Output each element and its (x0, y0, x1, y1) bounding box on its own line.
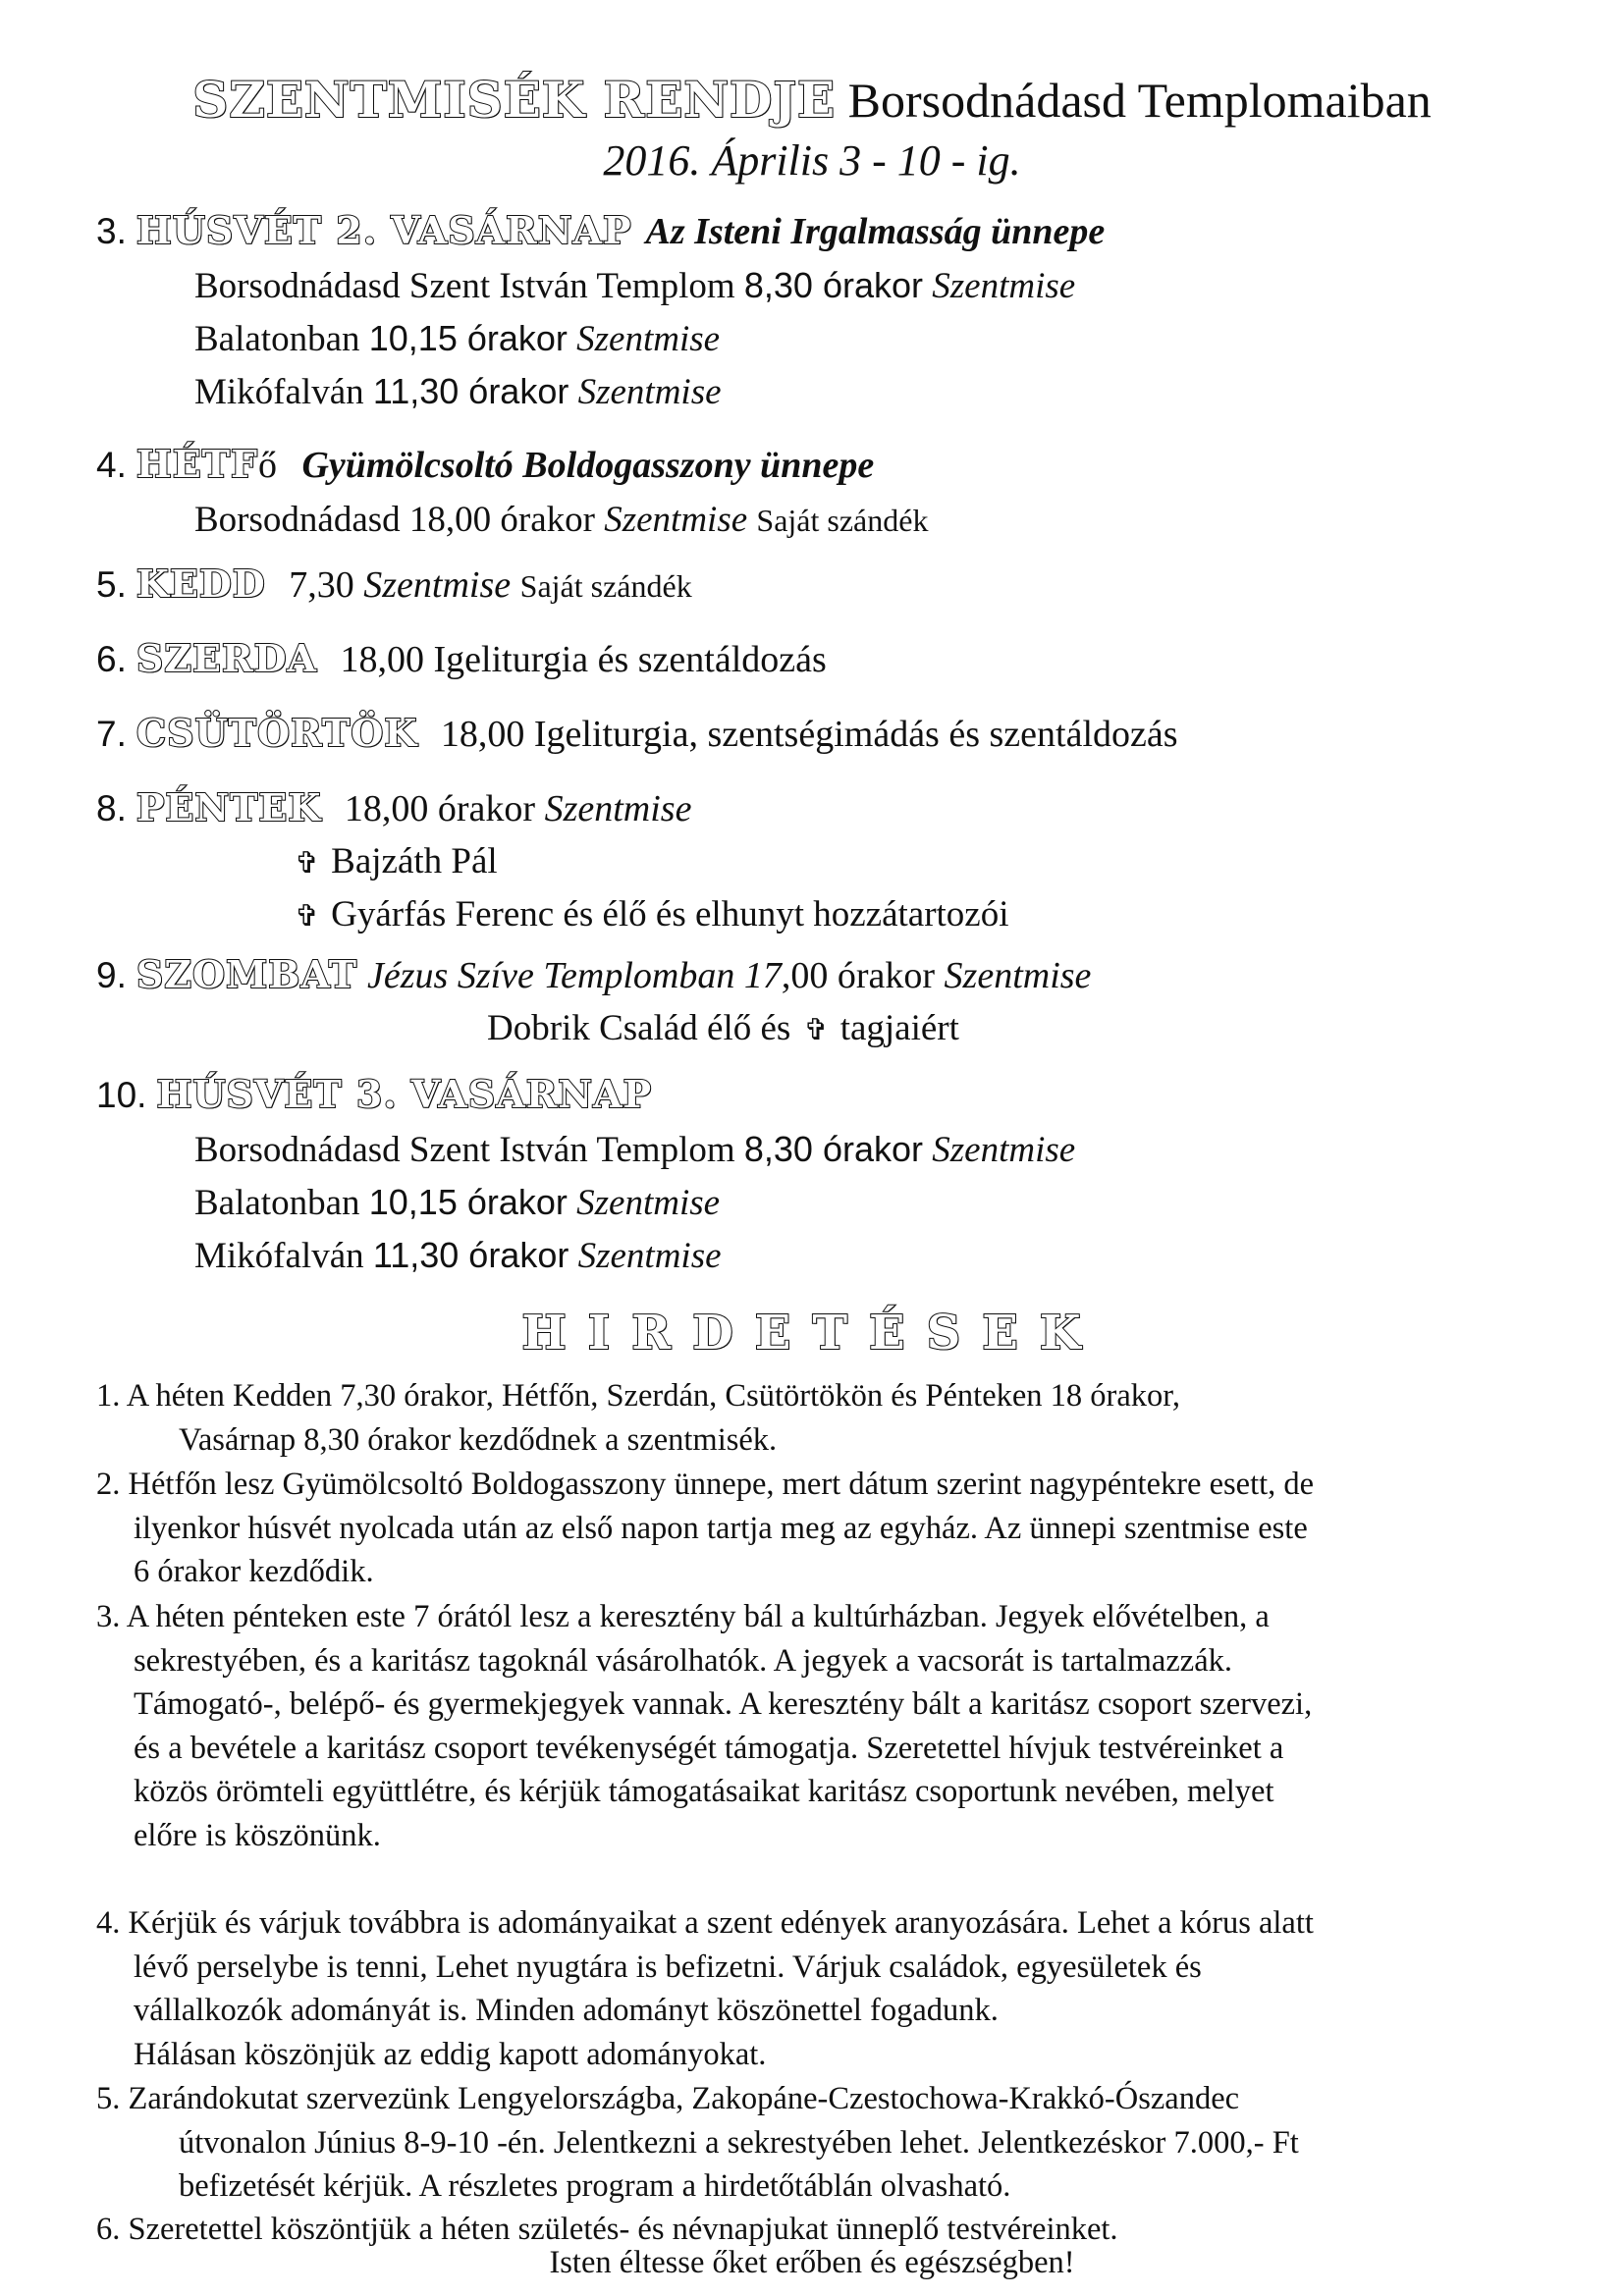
feast-name: Gyümölcsoltó Boldogasszony ünnepe (301, 445, 875, 486)
day-5-heading: 5. KEDD 7,30 Szentmise Saját szándék (96, 561, 692, 606)
day-name: KEDD (135, 561, 266, 606)
title-deco: SZENTMISÉK RENDJE (192, 71, 837, 129)
day-name: CSÜTÖRTÖK (135, 711, 418, 755)
day-name: HÚSVÉT 2. VASÁRNAP (135, 208, 632, 252)
day-10-heading: 10. HÚSVÉT 3. VASÁRNAP (96, 1072, 653, 1116)
mass-line: Mikófalván 11,30 órakor Szentmise (194, 1235, 722, 1276)
title-dates: 2016. Április 3 - 10 - ig. (603, 136, 1021, 185)
announcements-heading: HIRDETÉSEK (521, 1306, 1103, 1361)
announcement-1: 1. A héten Kedden 7,30 órakor, Hétfőn, Szerdán, Csütörtökön és Pénteken 18 órakor, Vasárnap 8,30 órakor kezdődnek a szentmisék. (96, 1378, 1180, 1458)
day-name: PÉNTEK (135, 785, 322, 829)
announcement-4: 4. Kérjük és várjuk továbbra is adományaikat a szent edények aranyozására. Lehet a kórus alatt lévő perselybe is tenni, Lehet nyugtára is befizetni. Várjuk családok, egyesületek és vállalkozók adományát is. Minden adományt köszönettel fogadunk. Hálásan köszönjük az eddig kapott adományokat. (96, 1905, 1314, 2072)
title-rest: Borsodnádasd Templomaiban (847, 73, 1432, 128)
mass-line: Balatonban 10,15 órakor Szentmise (194, 1182, 721, 1223)
day-name: SZERDA (135, 636, 318, 680)
announcement-5: 5. Zarándokutat szervezünk Lengyelországba, Zakopáne-Czestochowa-Krakkó-Ószandec útvonalon Június 8-9-10 -én. Jelentkezni a sekrestyében lehet. Jelentkezéskor 7.000,- Ft befizetését kérjük. A részletes program a hirdetőtáblán olvasható. (96, 2081, 1299, 2204)
cross-icon: ✞ (295, 899, 320, 934)
cross-icon: ✞ (803, 1013, 829, 1047)
intention-line: ✞ Bajzáth Pál (295, 841, 498, 881)
announcement-6: 6. Szeretettel köszöntjük a héten születés- és névnapjukat ünneplő testvéreinket. (96, 2212, 1118, 2247)
day-name: SZOMBAT (135, 952, 358, 996)
mass-line: Mikófalván 11,30 órakor Szentmise (194, 371, 722, 412)
day-name: HÉTF (135, 442, 258, 486)
mass-line: Borsodnádasd 18,00 órakor Szentmise Saját szándék (194, 500, 929, 540)
day-6-heading: 6. SZERDA 18,00 Igeliturgia és szentáldozás (96, 636, 827, 680)
mass-line: Borsodnádasd Szent István Templom 8,30 órakor Szentmise (194, 1129, 1076, 1170)
day-7-heading: 7. CSÜTÖRTÖK 18,00 Igeliturgia, szentségimádás és szentáldozás (96, 711, 1178, 755)
day-8-heading: 8. PÉNTEK 18,00 órakor Szentmise (96, 785, 692, 829)
day-4-heading: 4. HÉTFő Gyümölcsoltó Boldogasszony ünnepe (96, 442, 875, 486)
announcement-2: 2. Hétfőn lesz Gyümölcsoltó Boldogasszony ünnepe, mert dátum szerint nagypéntekre esett, de ilyenkor húsvét nyolcada után az első napon tartja meg az egyház. Az ünnepi szentmise este 6 órakor kezdődik. (96, 1467, 1315, 1589)
announcement-3: 3. A héten pénteken este 7 órától lesz a keresztény bál a kultúrházban. Jegyek elővételben, a sekrestyében, és a karitász tagoknál vásárolhatók. A jegyek a vacsorát is tartalmazzák. Támogató-, belépő- és gyermekjegyek vannak. A keresztény bált a karitász csoport szervezi, és a bevétele a karitász csoport tevékenységét támogatja. Szeretettel hívjuk testvéreinket a közös örömteli együttlétre, és kérjük támogatásaikat karitász csoportunk nevében, melyet előre is köszönünk. (96, 1599, 1313, 1853)
day-name: HÚSVÉT 3. VASÁRNAP (156, 1072, 653, 1116)
intention-line: ✞ Gyárfás Ferenc és élő és elhunyt hozzátartozói (295, 894, 1009, 934)
mass-line: Borsodnádasd Szent István Templom 8,30 órakor Szentmise (194, 265, 1076, 306)
day-9-heading: 9. SZOMBAT Jézus Szíve Templomban 17,00 órakor Szentmise (96, 952, 1092, 996)
day-3-heading (96, 208, 1105, 253)
closing-blessing: Isten éltesse őket erőben és egészségben! (549, 2245, 1075, 2280)
day-number: 3. (96, 211, 127, 251)
mass-line: Balatonban 10,15 órakor Szentmise (194, 318, 721, 359)
feast-name: Az Isteni Irgalmasság ünnepe (645, 211, 1106, 252)
cross-icon: ✞ (295, 846, 320, 881)
intention-line: Dobrik Család élő és ✞ tagjaiért (487, 1008, 959, 1048)
page-title (0, 71, 1624, 129)
